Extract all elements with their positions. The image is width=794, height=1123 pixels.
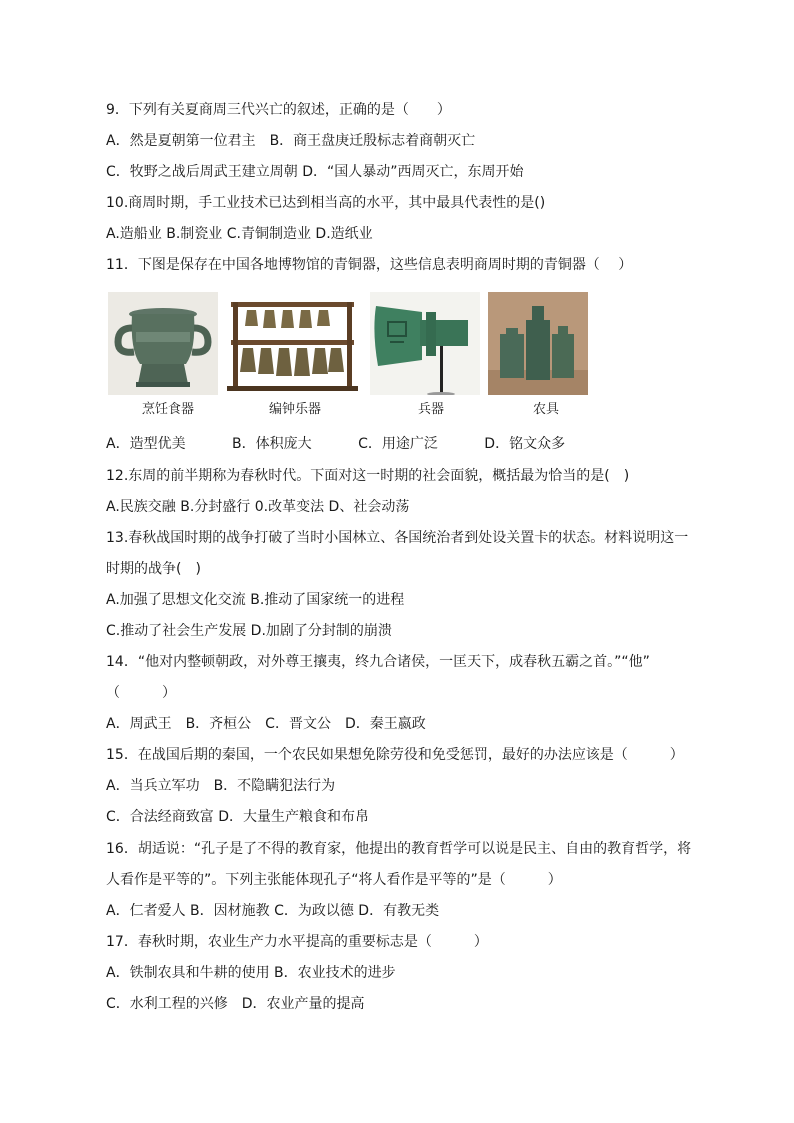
q13-stem-line1: 13.春秋战国时期的战争打破了当时小国林立、各国统治者到处设关置卡的状态。材料说明这一 — [106, 530, 689, 546]
caption-farm: 农具 — [532, 402, 559, 417]
q13-options-ab: A.加强了思想文化交流 B.推动了国家统一的进程 — [106, 592, 405, 608]
q15-options-cd: C．合法经商致富 D．大量生产粮食和布帛 — [106, 809, 370, 825]
q9-options-ab: A．然是夏朝第一位君主 B．商王盘庚迁殷标志着商朝灭亡 — [106, 133, 476, 149]
q10-stem: 10.商周时期，手工业技术已达到相当高的水平，其中最具代表性的是() — [106, 195, 546, 211]
bronze-figures — [108, 292, 588, 420]
q11-stem: 11．下图是保存在中国各地博物馆的青铜器，这些信息表明商周时期的青铜器（ ） — [106, 257, 633, 273]
q9-stem: 9．下列有关夏商周三代兴亡的叙述，正确的是（ ） — [106, 102, 451, 118]
bronze-axe-image — [370, 292, 480, 395]
q17-options-cd: C．水利工程的兴修 D．农业产量的提高 — [106, 996, 365, 1012]
q13-options-cd: C.推动了社会生产发展 D.加剧了分封制的崩溃 — [106, 623, 392, 639]
q17-options-ab: A．铁制农具和牛耕的使用 B．农业技术的进步 — [106, 965, 396, 981]
bronze-vessel-image — [108, 292, 218, 395]
q14-stem-line1: 14．“他对内整顿朝政，对外尊王攘夷，终九合诸侯，一匡天下，成春秋五霸之首。”“他” — [106, 654, 650, 670]
q16-stem-line1: 16．胡适说：“孔子是了不得的教育家，他提出的教育哲学可以说是民主、自由的教育哲学，将 — [106, 841, 692, 857]
q15-stem: 15．在战国后期的秦国，一个农民如果想免除劳役和免受惩罚，最好的办法应该是（ ） — [106, 747, 684, 763]
q12-options: A.民族交融 B.分封盛行 0.改革变法 D、社会动荡 — [106, 499, 410, 515]
q15-options-ab: A．当兵立军功 B．不隐瞒犯法行为 — [106, 778, 336, 794]
q16-options: A．仁者爱人 B．因材施教 C．为政以德 D．有教无类 — [106, 903, 440, 919]
q9-options-cd: C．牧野之战后周武王建立周朝 D．“国人暴动”西周灭亡，东周开始 — [106, 164, 524, 180]
q14-options: A．周武王 B．齐桓公 C．晋文公 D．秦王嬴政 — [106, 716, 426, 732]
q12-stem: 12.东周的前半期称为春秋时代。下面对这一时期的社会面貌，概括最为恰当的是( ) — [106, 468, 630, 484]
caption-bells: 编钟乐器 — [268, 402, 321, 417]
bianzhong-bells-image — [225, 292, 360, 395]
q14-stem-line2: （ ） — [106, 685, 176, 701]
q10-options: A.造船业 B.制瓷业 C.青铜制造业 D.造纸业 — [106, 226, 373, 242]
q13-stem-line2: 时期的战争( ) — [106, 561, 201, 577]
caption-cooking: 烹饪食器 — [141, 402, 194, 417]
caption-weapon: 兵器 — [417, 402, 444, 417]
q17-stem: 17．春秋时期，农业生产力水平提高的重要标志是（ ） — [106, 934, 488, 950]
q16-stem-line2: 人看作是平等的”。下列主张能体现孔子“将人看作是平等的”是（ ） — [106, 872, 562, 888]
farm-tools-image — [488, 292, 588, 395]
q11-options: A．造型优美 B．体积庞大 C．用途广泛 D．铭文众多 — [106, 436, 566, 452]
